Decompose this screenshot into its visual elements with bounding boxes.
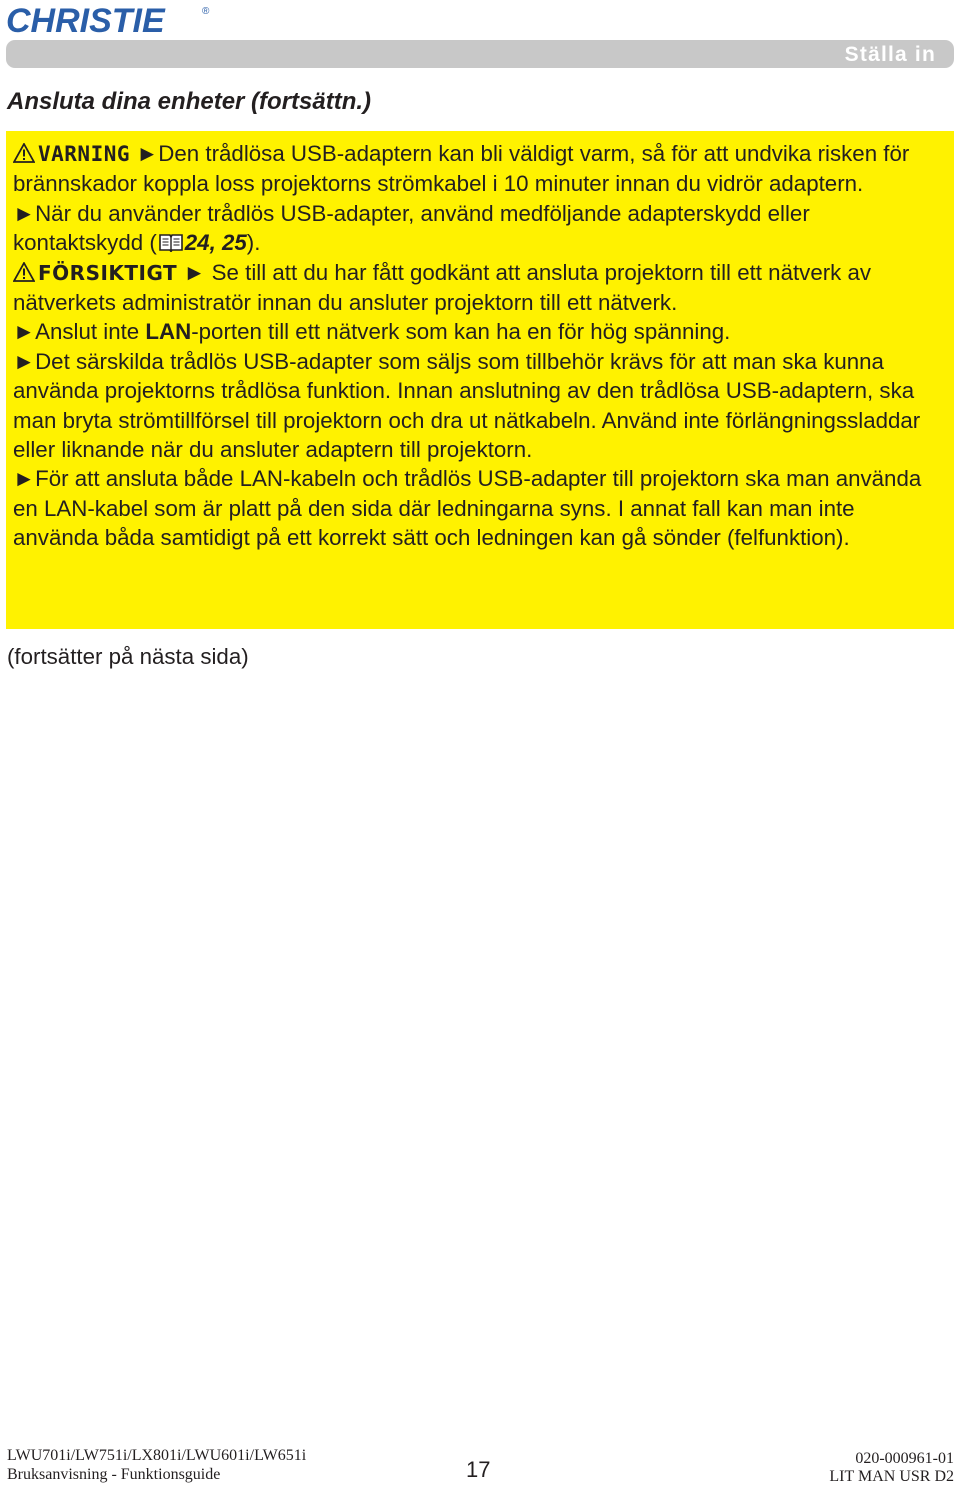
warning-triangle-icon: [13, 143, 35, 163]
caution-paragraph: [13, 258, 944, 318]
caution-paragraph-3: [13, 347, 944, 465]
footer-lit-code: LIT MAN USR D2: [829, 1468, 954, 1485]
footer-guide-title: Bruksanvisning - Funktionsguide: [7, 1466, 221, 1483]
arrow-icon: ►: [13, 348, 36, 374]
arrow-icon: ►: [13, 466, 36, 492]
warning-triangle-icon: [13, 262, 35, 282]
warning-text-2-end: ).: [246, 230, 261, 256]
lan-port-label: LAN: [145, 319, 192, 345]
arrow-icon: ►: [13, 319, 36, 345]
caution-text-4: För att ansluta både LAN-kabeln och trådlös USB-adapter till projektorn ska man använda en LAN-kabel som är platt på den sida där ledningarna syns. I annat fall kan man inte använda båda samtidigt på ett korrekt sätt och ledningen kan gå sönder (felfunktion).: [13, 466, 922, 551]
arrow-icon: ►: [183, 259, 206, 285]
warning-label: VARNING: [38, 142, 131, 166]
caution-label: FÖRSIKTIGT: [38, 260, 178, 285]
trademark-symbol: ®: [202, 6, 210, 17]
footer-left: [7, 1446, 306, 1484]
brand-wordmark: CHRISTIE: [6, 2, 165, 36]
page-reference[interactable]: 24, 25: [184, 230, 247, 256]
caution-text-2-start: Anslut inte: [35, 319, 146, 345]
christie-logo: [6, 2, 211, 36]
section-label: Ställa in: [844, 43, 936, 66]
caution-paragraph-4: [13, 464, 944, 552]
book-reference-icon: [158, 232, 184, 252]
warning-paragraph-2: [13, 199, 944, 258]
arrow-icon: ►: [136, 141, 159, 166]
caution-text-2-end: -porten till ett nätverk som kan ha en för hög spänning.: [191, 319, 731, 345]
page-number: 17: [466, 1457, 491, 1482]
warning-text-1: Den trådlösa USB-adaptern kan bli väldigt varm, så för att undvika risken för brännskador koppla loss projektorns strömkabel i 10 minuter innan du vidrör adaptern.: [13, 141, 910, 197]
caution-paragraph-2: [13, 317, 944, 346]
page-heading: Ansluta dina enheter (fortsättn.): [7, 88, 372, 115]
christie-logo-mark: [6, 2, 211, 36]
footer-models: LWU701i/LW751i/LX801i/LWU601i/LW651i: [7, 1447, 307, 1464]
section-header-bar: [6, 40, 954, 68]
warning-box: [6, 131, 954, 629]
warning-paragraph: [13, 139, 944, 199]
footer-right: [829, 1450, 954, 1486]
caution-text-3: Det särskilda trådlös USB-adapter som säljs som tillbehör krävs för att man ska kunna använda projektorns trådlösa funktion. Innan anslutning av den trådlösa USB-adaptern, ska man bryta strömtillförsel till projektorn och dra ut nätkabeln. Använd inte förlängningssladdar eller liknande när du ansluter adaptern till projektorn.: [13, 348, 921, 463]
continued-note: (fortsätter på nästa sida): [7, 644, 249, 669]
caution-text-1: Se till att du har fått godkänt att ansluta projektorn till ett nätverk av nätverkets administratör innan du ansluter projektorn till ett nätverk.: [13, 259, 872, 316]
warning-text-2-start: När du använder trådlös USB-adapter, använd medföljande adapterskydd eller kontaktskydd (: [13, 200, 810, 256]
arrow-icon: ►: [13, 200, 36, 226]
footer-doc-number: 020-000961-01: [855, 1450, 954, 1467]
